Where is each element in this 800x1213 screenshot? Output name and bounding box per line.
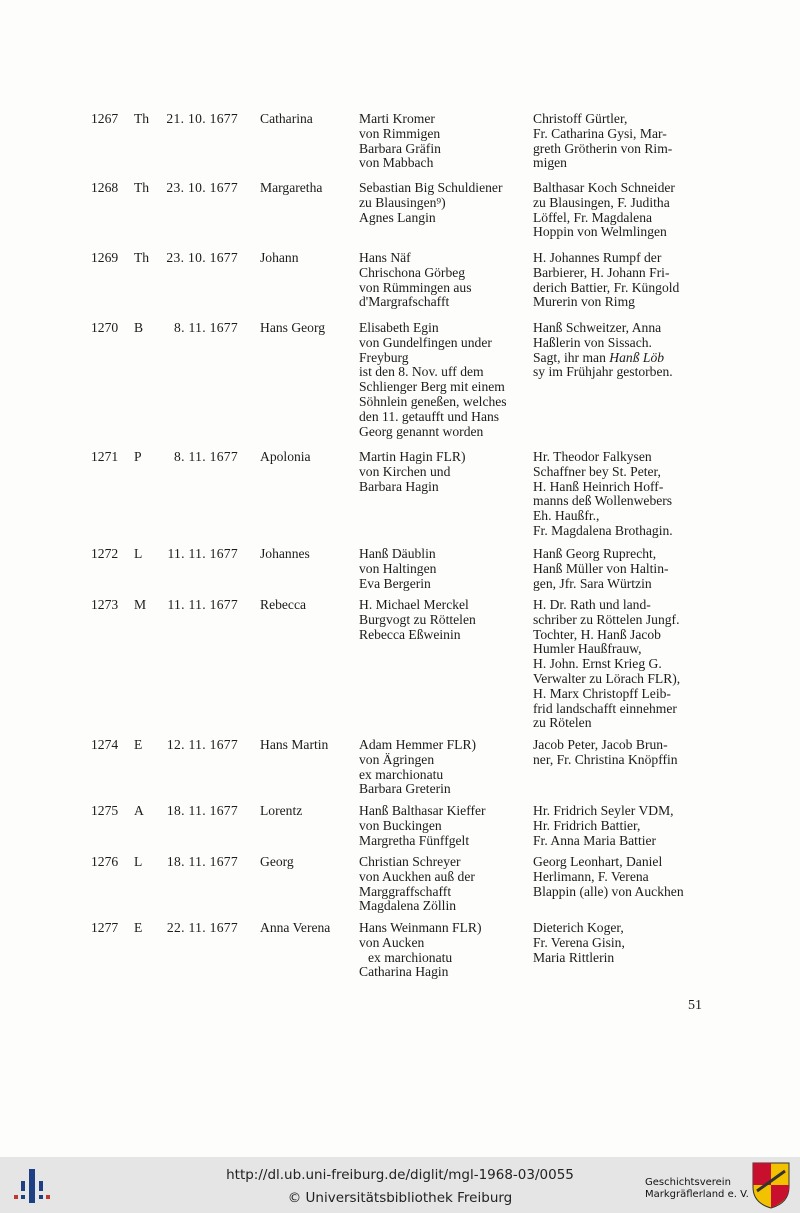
- godparents-column: [533, 855, 713, 899]
- entry-number: 1275: [91, 803, 119, 818]
- parent-line: von Auckhen auß der: [359, 868, 475, 884]
- godparent-text: Tochter, H. Hanß Jacob: [533, 626, 661, 642]
- godparent-line: [533, 951, 713, 966]
- entry-date: 22. 11. 1677: [166, 920, 238, 935]
- godparent-line: [533, 142, 713, 157]
- entry-code: A: [134, 803, 144, 818]
- godparent-text: Hanß Müller von Haltin-: [533, 560, 669, 576]
- parent-line: Freyburg: [359, 349, 409, 365]
- entry-code: E: [134, 920, 143, 935]
- godparent-line: [533, 753, 713, 768]
- entry-code: L: [134, 854, 143, 869]
- godparent-line: [533, 225, 713, 240]
- godparent-line: [533, 547, 713, 562]
- godparent-line: [533, 211, 713, 226]
- godparent-text: Hoppin von Welmlingen: [533, 224, 667, 240]
- godparent-text: ner, Fr. Christina Knöpffin: [533, 751, 678, 767]
- godparent-line: [533, 716, 713, 731]
- godparent-line: [533, 112, 713, 127]
- parents-column: [359, 738, 529, 797]
- godparent-text: Maria Rittlerin: [533, 949, 615, 965]
- godparent-line: [533, 281, 713, 296]
- child-name: Johann: [260, 250, 299, 265]
- godparent-text: greth Grötherin von Rim-: [533, 140, 673, 156]
- godparent-line: [533, 628, 713, 643]
- godparent-text: Humler Haußfrauw,: [533, 641, 642, 657]
- parents-column: [359, 450, 529, 494]
- godparent-text: Fr. Magdalena Brothagin.: [533, 522, 673, 538]
- godparent-line: [533, 702, 713, 717]
- godparent-text: Balthasar Koch Schneider: [533, 180, 675, 195]
- entry-date: 18. 11. 1677: [166, 803, 238, 818]
- godparent-text: Schaffner bey St. Peter,: [533, 463, 661, 479]
- godparent-text: Fr. Catharina Gysi, Mar-: [533, 125, 667, 141]
- child-name: Margaretha: [260, 180, 323, 195]
- parents-column: [359, 921, 529, 980]
- parent-line: Agnes Langin: [359, 209, 436, 225]
- society-name: [645, 1177, 749, 1201]
- godparent-text: Georg Leonhart, Daniel: [533, 854, 663, 869]
- godparent-text: Barbierer, H. Johann Fri-: [533, 264, 670, 280]
- entry-date: 23. 10. 1677: [166, 250, 238, 265]
- parent-line: d'Margrafschafft: [359, 294, 450, 310]
- parent-line: Hans Näf: [359, 250, 411, 265]
- parent-line: von Kirchen und: [359, 463, 451, 479]
- godparents-column: [533, 921, 713, 965]
- entry-date: 8. 11. 1677: [174, 320, 238, 335]
- society-name-line2: Markgräflerland e. V.: [645, 1189, 749, 1200]
- parent-line: ex marchionatu: [368, 949, 453, 965]
- godparents-column: [533, 804, 713, 848]
- entry-code: Th: [134, 180, 150, 195]
- parents-column: [359, 804, 529, 848]
- parent-line: Elisabeth Egin: [359, 320, 439, 335]
- parent-line: Christian Schreyer: [359, 854, 461, 869]
- parents-column: [359, 251, 529, 310]
- parent-line: Catharina Hagin: [359, 964, 449, 980]
- entry-number: 1277: [91, 920, 119, 935]
- godparent-emphasis: Hanß Löb: [609, 349, 665, 365]
- godparent-text: Eh. Haußfr.,: [533, 508, 600, 524]
- godparent-text: zu Blausingen, F. Juditha: [533, 194, 670, 210]
- child-name: Catharina: [260, 111, 313, 126]
- godparents-column: [533, 181, 713, 240]
- godparent-text: zu Rötelen: [533, 715, 592, 731]
- godparent-text: Herlimann, F. Verena: [533, 868, 649, 884]
- godparent-text: Fr. Verena Gisin,: [533, 934, 625, 950]
- entry-date: 23. 10. 1677: [166, 180, 238, 195]
- parent-line: von Aucken: [359, 934, 425, 950]
- child-name: Johannes: [260, 546, 310, 561]
- entry-date: 8. 11. 1677: [174, 449, 238, 464]
- godparent-line: [533, 196, 713, 211]
- godparent-line: [533, 819, 713, 834]
- godparent-text: Fr. Anna Maria Battier: [533, 832, 657, 848]
- godparents-column: [533, 112, 713, 171]
- parent-line: Adam Hemmer FLR): [359, 737, 477, 752]
- godparent-line: [533, 351, 713, 366]
- child-name: Hans Martin: [260, 737, 329, 752]
- godparent-text: Hanß Schweitzer, Anna: [533, 320, 662, 335]
- parents-column: [359, 855, 529, 914]
- parent-line: Margretha Fünffgelt: [359, 832, 470, 848]
- godparent-line: [533, 465, 713, 480]
- godparent-line: [533, 885, 713, 900]
- page-number: 51: [688, 998, 702, 1013]
- parent-line: H. Michael Merckel: [359, 597, 469, 612]
- godparent-text: migen: [533, 155, 567, 171]
- godparent-text: Haßlerin von Sissach.: [533, 334, 652, 350]
- godparents-column: [533, 547, 713, 591]
- parent-line: zu Blausingen⁹): [359, 194, 446, 210]
- parent-line: von Ägringen: [359, 751, 435, 767]
- parent-line: Eva Bergerin: [359, 575, 431, 591]
- entry-date: 12. 11. 1677: [166, 737, 238, 752]
- godparent-line: [533, 687, 713, 702]
- parent-line: von Haltingen: [359, 560, 437, 576]
- godparent-line: [533, 266, 713, 281]
- entry-code: M: [134, 597, 147, 612]
- entry-number: 1272: [91, 546, 119, 561]
- entry-code: P: [134, 449, 142, 464]
- parent-line: Hans Weinmann FLR): [359, 920, 482, 935]
- parent-line: Marti Kromer: [359, 111, 435, 126]
- godparent-text: Christoff Gürtler,: [533, 111, 628, 126]
- copyright-notice: © Universitätsbibliothek Freiburg: [287, 1190, 513, 1206]
- parent-line: Barbara Greterin: [359, 781, 451, 797]
- godparent-line: [533, 524, 713, 539]
- parent-line: Barbara Hagin: [359, 478, 439, 494]
- godparent-line: [533, 365, 713, 380]
- entry-number: 1276: [91, 854, 119, 869]
- godparent-line: [533, 295, 713, 310]
- parent-line: Sebastian Big Schuldiener: [359, 180, 503, 195]
- entry-number: 1270: [91, 320, 119, 335]
- entry-code: Th: [134, 111, 150, 126]
- godparent-line: [533, 321, 713, 336]
- godparent-text: Verwalter zu Lörach FLR),: [533, 670, 681, 686]
- parent-line: Hanß Balthasar Kieffer: [359, 803, 486, 818]
- viewer-footer: [0, 1157, 800, 1213]
- godparents-column: [533, 450, 713, 539]
- godparent-text: Dieterich Koger,: [533, 920, 624, 935]
- coat-of-arms-icon: [751, 1161, 791, 1209]
- godparents-column: [533, 321, 713, 380]
- entry-code: E: [134, 737, 143, 752]
- godparent-text: H. Dr. Rath und land-: [533, 597, 651, 612]
- godparent-line: [533, 562, 713, 577]
- godparent-text: frid landschafft einnehmer: [533, 700, 677, 716]
- parent-line: Georg genannt worden: [359, 423, 484, 439]
- godparent-text: Hr. Theodor Falkysen: [533, 449, 652, 464]
- godparent-text: manns deß Wollenwebers: [533, 493, 673, 509]
- godparent-line: [533, 613, 713, 628]
- godparents-column: [533, 738, 713, 768]
- godparent-text: H. Johannes Rumpf der: [533, 250, 662, 265]
- godparent-text: gen, Jfr. Sara Würtzin: [533, 575, 652, 591]
- parent-line: Rebecca Eßweinin: [359, 626, 461, 642]
- godparent-text: derich Battier, Fr. Küngold: [533, 279, 680, 295]
- godparent-line: [533, 336, 713, 351]
- godparent-line: [533, 855, 713, 870]
- godparent-line: [533, 870, 713, 885]
- godparent-line: [533, 936, 713, 951]
- parent-line: Chrischona Görbeg: [359, 264, 466, 280]
- entry-number: 1274: [91, 737, 119, 752]
- godparent-line: [533, 657, 713, 672]
- godparent-line: [533, 480, 713, 495]
- godparent-line: [533, 834, 713, 849]
- entry-number: 1268: [91, 180, 119, 195]
- godparent-text: Sagt, ihr man: [533, 349, 610, 365]
- godparent-line: [533, 921, 713, 936]
- godparent-line: [533, 804, 713, 819]
- godparent-text: Murerin von Rimg: [533, 294, 635, 310]
- godparent-text: sy im Frühjahr gestorben.: [533, 364, 673, 380]
- godparent-line: [533, 642, 713, 657]
- godparent-text: Hanß Georg Ruprecht,: [533, 546, 657, 561]
- parents-column: [359, 598, 529, 642]
- godparent-text: Jacob Peter, Jacob Brun-: [533, 737, 668, 752]
- godparent-text: Löffel, Fr. Magdalena: [533, 209, 653, 225]
- godparent-line: [533, 577, 713, 592]
- child-name: Apolonia: [260, 449, 311, 464]
- parent-line: ist den 8. Nov. uff dem: [359, 364, 484, 380]
- parents-column: [359, 321, 529, 439]
- entry-number: 1267: [91, 111, 119, 126]
- godparent-text: H. Hanß Heinrich Hoff-: [533, 478, 664, 494]
- godparent-line: [533, 738, 713, 753]
- parents-column: [359, 112, 529, 171]
- godparent-line: [533, 672, 713, 687]
- parent-line: von Buckingen: [359, 817, 442, 833]
- godparent-text: H. Marx Christopff Leib-: [533, 685, 671, 701]
- godparent-text: Hr. Fridrich Battier,: [533, 817, 641, 833]
- entry-date: 21. 10. 1677: [166, 111, 238, 126]
- entry-number: 1271: [91, 449, 119, 464]
- parent-line: Hanß Däublin: [359, 546, 436, 561]
- parents-column: [359, 181, 529, 225]
- parent-line: Marggraffschafft: [359, 883, 452, 899]
- parent-line: Söhnlein geneßen, welches: [359, 393, 507, 409]
- godparent-text: Blappin (alle) von Auckhen: [533, 883, 684, 899]
- godparents-column: [533, 251, 713, 310]
- godparent-text: H. John. Ernst Krieg G.: [533, 656, 662, 672]
- parent-line: von Gundelfingen under: [359, 334, 492, 350]
- child-name: Hans Georg: [260, 320, 326, 335]
- parents-column: [359, 547, 529, 591]
- entry-date: 18. 11. 1677: [166, 854, 238, 869]
- entry-number: 1273: [91, 597, 119, 612]
- godparent-line: [533, 127, 713, 142]
- parent-line: ex marchionatu: [359, 766, 444, 782]
- godparent-line: [533, 598, 713, 613]
- society-name-line1: Geschichtsverein: [645, 1177, 731, 1188]
- parent-line: von Rümmingen aus: [359, 279, 472, 295]
- child-name: Georg: [260, 854, 294, 869]
- godparent-text: Hr. Fridrich Seyler VDM,: [533, 803, 674, 818]
- godparent-line: [533, 494, 713, 509]
- godparent-line: [533, 156, 713, 171]
- entry-code: L: [134, 546, 143, 561]
- entry-code: Th: [134, 250, 150, 265]
- parent-line: Burgvogt zu Röttelen: [359, 611, 476, 627]
- godparent-line: [533, 509, 713, 524]
- parent-line: Barbara Gräfin: [359, 140, 441, 156]
- parent-line: den 11. getaufft und Hans: [359, 408, 500, 424]
- godparent-text: schriber zu Röttelen Jungf.: [533, 611, 680, 627]
- parent-line: Martin Hagin FLR): [359, 449, 466, 464]
- entry-number: 1269: [91, 250, 119, 265]
- child-name: Lorentz: [260, 803, 303, 818]
- godparents-column: [533, 598, 713, 731]
- parent-line: von Mabbach: [359, 155, 434, 171]
- child-name: Anna Verena: [260, 920, 331, 935]
- entry-date: 11. 11. 1677: [167, 597, 238, 612]
- godparent-line: [533, 251, 713, 266]
- child-name: Rebecca: [260, 597, 307, 612]
- parent-line: Magdalena Zöllin: [359, 898, 457, 914]
- godparent-line: [533, 450, 713, 465]
- permalink-url[interactable]: http://dl.ub.uni-freiburg.de/diglit/mgl-1968-03/0055: [226, 1167, 574, 1183]
- parent-line: von Rimmigen: [359, 125, 441, 141]
- parent-line: Schlienger Berg mit einem: [359, 379, 505, 395]
- entry-date: 11. 11. 1677: [167, 546, 238, 561]
- entry-code: B: [134, 320, 144, 335]
- godparent-line: [533, 181, 713, 196]
